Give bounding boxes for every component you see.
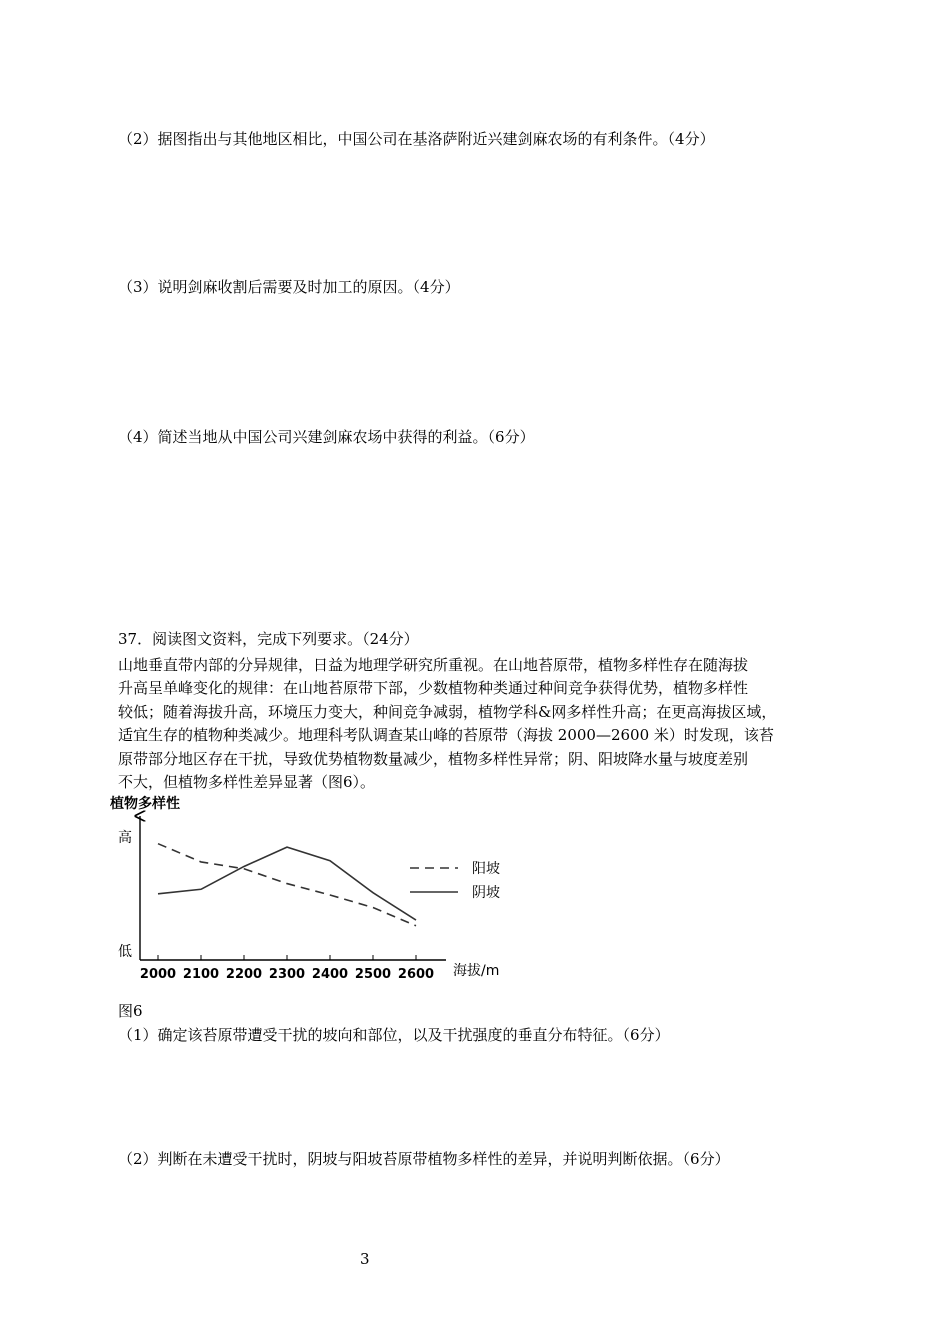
question-36-3: （3）说明剑麻收割后需要及时加工的原因。（4分） xyxy=(118,278,460,296)
y-tick-high: 高 xyxy=(118,830,132,846)
x-tick-label: 2400 xyxy=(311,967,349,982)
question-37-title: 37．阅读图文资料，完成下列要求。（24分） xyxy=(118,630,419,648)
paragraph-line: 山地垂直带内部的分异规律，日益为地理学研究所重视。在山地苔原带，植物多样性存在随海拔 xyxy=(118,656,749,674)
x-tick-label: 2100 xyxy=(182,967,220,982)
question-36-4: （4）简述当地从中国公司兴建剑麻农场中获得的利益。（6分） xyxy=(118,428,535,446)
plant-diversity-chart xyxy=(110,794,530,984)
y-tick-low: 低 xyxy=(118,944,132,960)
series-line-sunny-slope xyxy=(158,844,416,926)
x-tick-label: 2200 xyxy=(225,967,263,982)
paragraph-line: 原带部分地区存在干扰，导致优势植物数量减少，植物多样性异常；阴、阳坡降水量与坡度差别 xyxy=(118,749,749,768)
x-tick-labels xyxy=(140,955,434,982)
paragraph-line: 升高呈单峰变化的规律：在山地苔原带下部，少数植物种类通过种间竞争获得优势，植物多样性 xyxy=(118,679,749,698)
question-37-paragraph xyxy=(118,654,838,794)
paragraph-line: 较低；随着海拔升高，环境压力变大，种间竞争减弱，植物学科&网多样性升高；在更高海拔区域， xyxy=(118,702,777,721)
legend-label: 阴坡 xyxy=(472,885,500,901)
question-36-2: （2）据图指出与其他地区相比，中国公司在基洛萨附近兴建剑麻农场的有利条件。（4分） xyxy=(118,130,715,148)
series-lines xyxy=(158,844,416,926)
page-number: 3 xyxy=(360,1250,370,1268)
x-tick-label: 2300 xyxy=(268,967,306,982)
x-tick-label: 2000 xyxy=(139,967,177,982)
x-tick-label: 2500 xyxy=(354,967,392,982)
figure-caption: 图6 xyxy=(118,1002,143,1020)
question-37-2: （2）判断在未遭受干扰时，阴坡与阳坡苔原带植物多样性的差异，并说明判断依据。（6分） xyxy=(118,1150,730,1168)
question-37-1: （1）确定该苔原带遭受干扰的坡向和部位，以及干扰强度的垂直分布特征。（6分） xyxy=(118,1026,670,1044)
y-axis-label: 植物多样性 xyxy=(110,796,180,812)
x-tick-label: 2600 xyxy=(397,967,435,982)
paragraph-line: 适宜生存的植物种类减少。地理科考队调查某山峰的苔原带（海拔 2000—2600 米）时发现，该苔 xyxy=(118,726,774,745)
legend-label: 阳坡 xyxy=(472,861,500,877)
legend xyxy=(410,861,500,901)
x-axis-label: 海拔/m xyxy=(453,963,500,979)
paragraph-line: 不大，但植物多样性差异显著（图6）。 xyxy=(118,773,376,792)
